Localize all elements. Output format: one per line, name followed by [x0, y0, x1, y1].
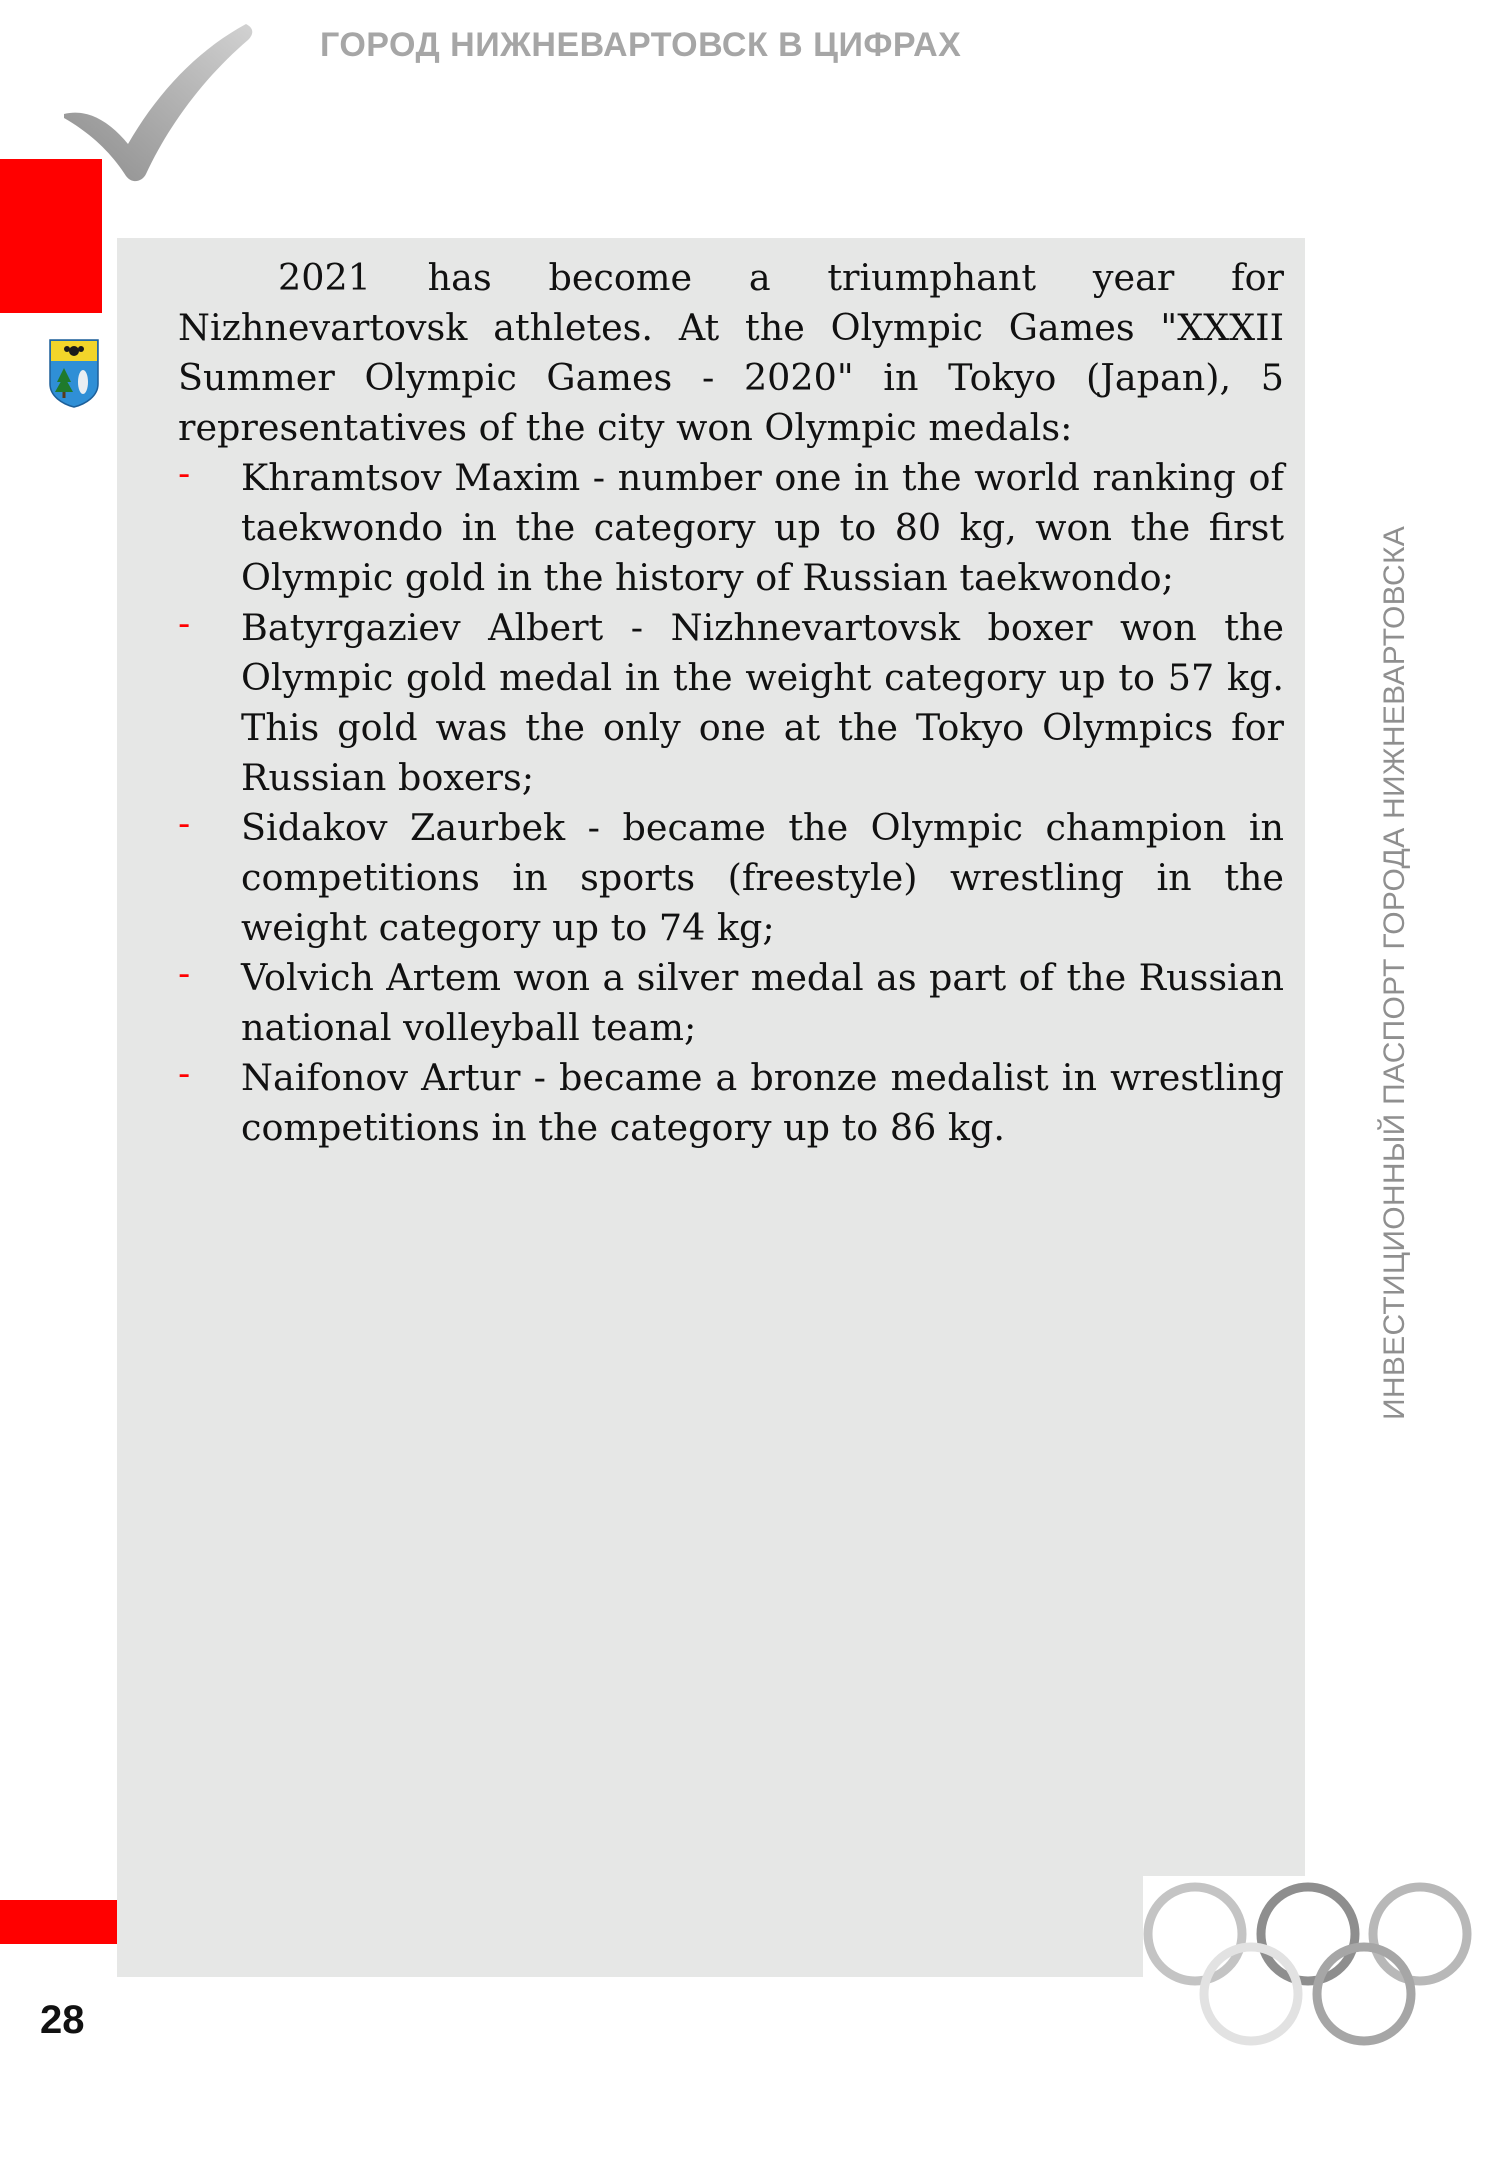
list-item — [178, 1053, 1284, 1153]
page-number: 28 — [40, 1998, 85, 2042]
list-item — [178, 603, 1284, 803]
bullet-dash: - — [178, 454, 191, 494]
red-accent-bar-top — [0, 159, 102, 313]
medalists-list — [178, 453, 1284, 1153]
list-item-text: Naifonov Artur - became a bronze medalist in wrestling competitions in the category up to 86 kg. — [241, 1056, 1284, 1149]
side-caption: ИНВЕСТИЦИОННЫЙ ПАСПОРТ ГОРОДА НИЖНЕВАРТОВСКА — [1378, 525, 1411, 1420]
bullet-dash: - — [178, 1054, 191, 1094]
bullet-dash: - — [178, 804, 191, 844]
bullet-dash: - — [178, 604, 191, 644]
article-body — [178, 253, 1284, 1153]
page-header-title: ГОРОД НИЖНЕВАРТОВСК В ЦИФРАХ — [320, 26, 962, 64]
list-item-text: Sidakov Zaurbek - became the Olympic champion in competitions in sports (freestyle) wrestling in the weight category up to 74 kg; — [241, 806, 1284, 949]
bullet-dash: - — [178, 954, 191, 994]
list-item — [178, 453, 1284, 603]
intro-paragraph: 2021 has become a triumphant year for Nizhnevartovsk athletes. At the Olympic Games "XXXII Summer Olympic Games - 2020" in Tokyo (Japan), 5 representatives of the city won Olympic medals: — [178, 256, 1284, 449]
list-item-text: Batyrgaziev Albert - Nizhnevartovsk boxer won the Olympic gold medal in the weight category up to 57 kg. This gold was the only one at the Tokyo Olympics for Russian boxers; — [241, 606, 1284, 799]
list-item-text: Volvich Artem won a silver medal as part of the Russian national volleyball team; — [241, 956, 1284, 1049]
red-accent-bar-bottom — [0, 1900, 117, 1944]
city-emblem-icon — [48, 338, 100, 408]
list-item — [178, 953, 1284, 1053]
list-item-text: Khramtsov Maxim - number one in the world ranking of taekwondo in the category up to 80 kg, won the first Olympic gold in the history of Russian taekwondo; — [241, 456, 1284, 599]
list-item — [178, 803, 1284, 953]
olympic-rings-icon — [1143, 1876, 1480, 2056]
